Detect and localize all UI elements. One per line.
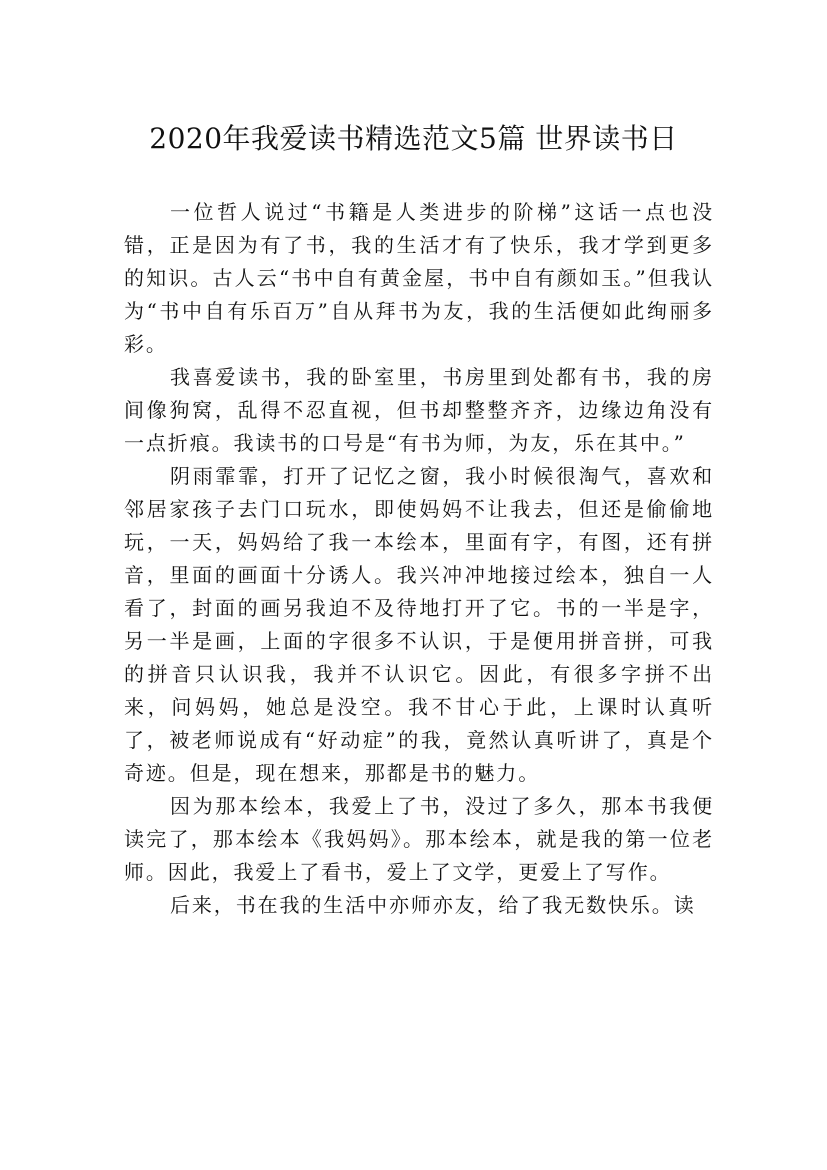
- paragraph-2: 我喜爱读书，我的卧室里，书房里到处都有书，我的房间像狗窝，乱得不忍直视，但书却整整齐齐，边缘边角没有一点折痕。我读书的口号是“有书为师，为友，乐在其中。”: [124, 365, 714, 455]
- paragraph-4: 因为那本绘本，我爱上了书，没过了多久，那本书我便读完了，那本绘本《我妈妈》。那本绘本，就是我的第一位老师。因此，我爱上了看书，爱上了文学，更爱上了写作。: [124, 794, 714, 884]
- document-title: 2020年我爱读书精选范文5篇 世界读书日: [149, 121, 678, 155]
- paragraph-1: 一位哲人说过“书籍是人类进步的阶梯”这话一点也没错，正是因为有了书，我的生活才有了快乐，我才学到更多的知识。古人云“书中自有黄金屋，书中自有颜如玉。”但我认为“书中自有乐百万”自从拜书为友，我的生活便如此绚丽多彩。: [124, 200, 714, 356]
- paragraph-3: 阴雨霏霏，打开了记忆之窗，我小时候很淘气，喜欢和邻居家孩子去门口玩水，即使妈妈不让我去，但还是偷偷地玩，一天，妈妈给了我一本绘本，里面有字，有图，还有拼音，里面的画面十分诱人。我兴冲冲地接过绘本，独自一人看了，封面的画另我迫不及待地打开了它。书的一半是字，另一半是画，上面的字很多不认识，于是便用拼音拼，可我的拼音只认识我，我并不认识它。因此，有很多字拼不出来，问妈妈，她总是没空。我不甘心于此，上课时认真听了，被老师说成有“好动症”的我，竟然认真听讲了，真是个奇迹。但是，现在想来，那都是书的魅力。: [124, 464, 714, 785]
- paragraph-5: 后来，书在我的生活中亦师亦友，给了我无数快乐。读: [170, 893, 696, 917]
- document-body: [124, 196, 714, 922]
